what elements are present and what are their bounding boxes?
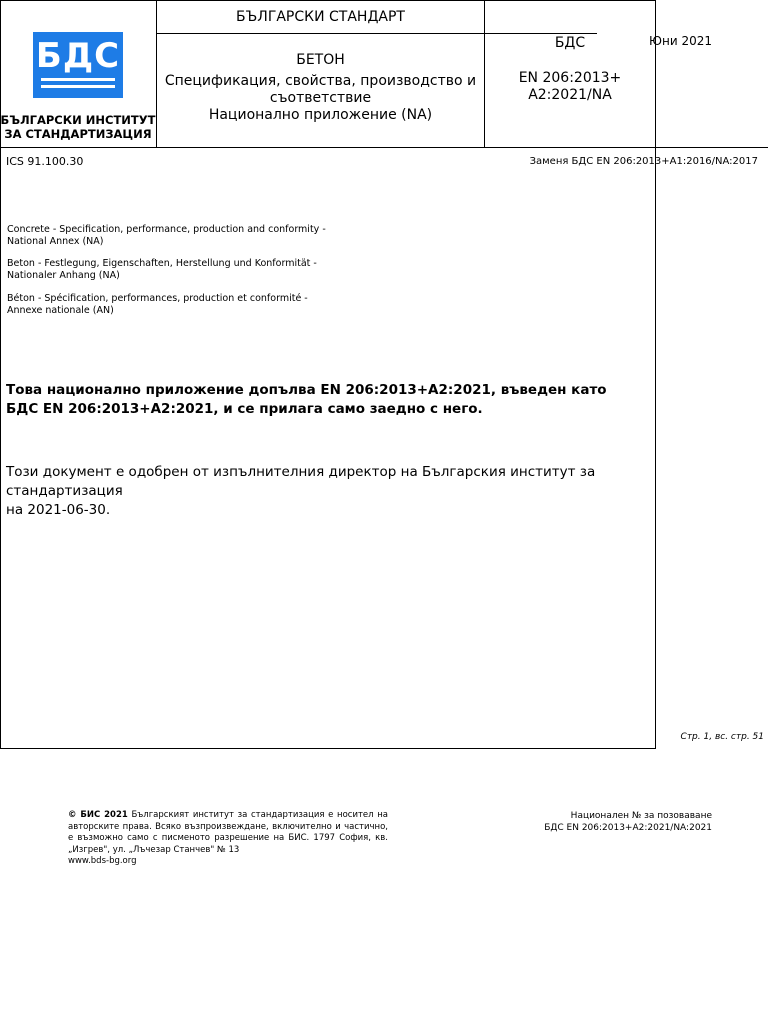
- title-divider: [156, 33, 597, 34]
- bds-logo-text: БДС: [35, 36, 121, 76]
- issue-date: Юни 2021: [649, 34, 712, 48]
- logo-stripe: [41, 78, 115, 81]
- website-link[interactable]: www.bds-bg.org: [68, 856, 137, 866]
- institute-name: БЪЛГАРСКИ ИНСТИТУТ ЗА СТАНДАРТИЗАЦИЯ: [0, 113, 156, 141]
- bds-logo: [33, 32, 123, 98]
- header-bottom-divider: [0, 147, 768, 148]
- title-german: Beton - Festlegung, Eigenschaften, Herstellung und Konformität - Nationaler Anhang (NA): [7, 258, 317, 281]
- standard-type-title: БЪЛГАРСКИ СТАНДАРТ: [236, 9, 405, 25]
- title-french: Béton - Spécification, performances, production et conformité - Annexe nationale (AN): [7, 293, 308, 316]
- title-english: Concrete - Specification, performance, production and conformity - National Annex (NA): [7, 224, 326, 247]
- standard-code: EN 206:2013+ A2:2021/NA: [518, 70, 622, 103]
- national-annex-note: Това национално приложение допълва EN 206:2013+A2:2021, въведен като БДС EN 206:2013+A2:2021, и се прилага само заедно с него.: [6, 382, 607, 417]
- standard-subject: БЕТОН Спецификация, свойства, производство и съответствие Национално приложение (NA): [164, 52, 477, 123]
- copyright-notice: [68, 810, 388, 868]
- replaces-note: Заменя БДС EN 206:2013+A1:2016/NA:2017: [529, 156, 758, 167]
- copyright-text: Българският институт за стандартизация е носител на авторските права. Всяко възпроизвеждане, включително и частично, е възможно само с писменото разрешение на БИС. 1797 София, кв. „Изгрев", ул. „Лъчезар Станчев" № 13: [68, 810, 389, 855]
- approval-statement: Този документ е одобрен от изпълнителния директор на Българския институт за стандартизация на 2021-06-30.: [6, 464, 596, 518]
- ics-code: ICS 91.100.30: [6, 155, 84, 168]
- reference-number: Национален № за позоваване БДС EN 206:2013+A2:2021/NA:2021: [544, 811, 712, 833]
- page-number: Стр. 1, вс. стр. 51: [680, 732, 764, 742]
- copyright-bold: © БИС 2021: [68, 810, 128, 820]
- code-prefix: БДС: [554, 35, 586, 51]
- logo-stripe: [41, 85, 115, 88]
